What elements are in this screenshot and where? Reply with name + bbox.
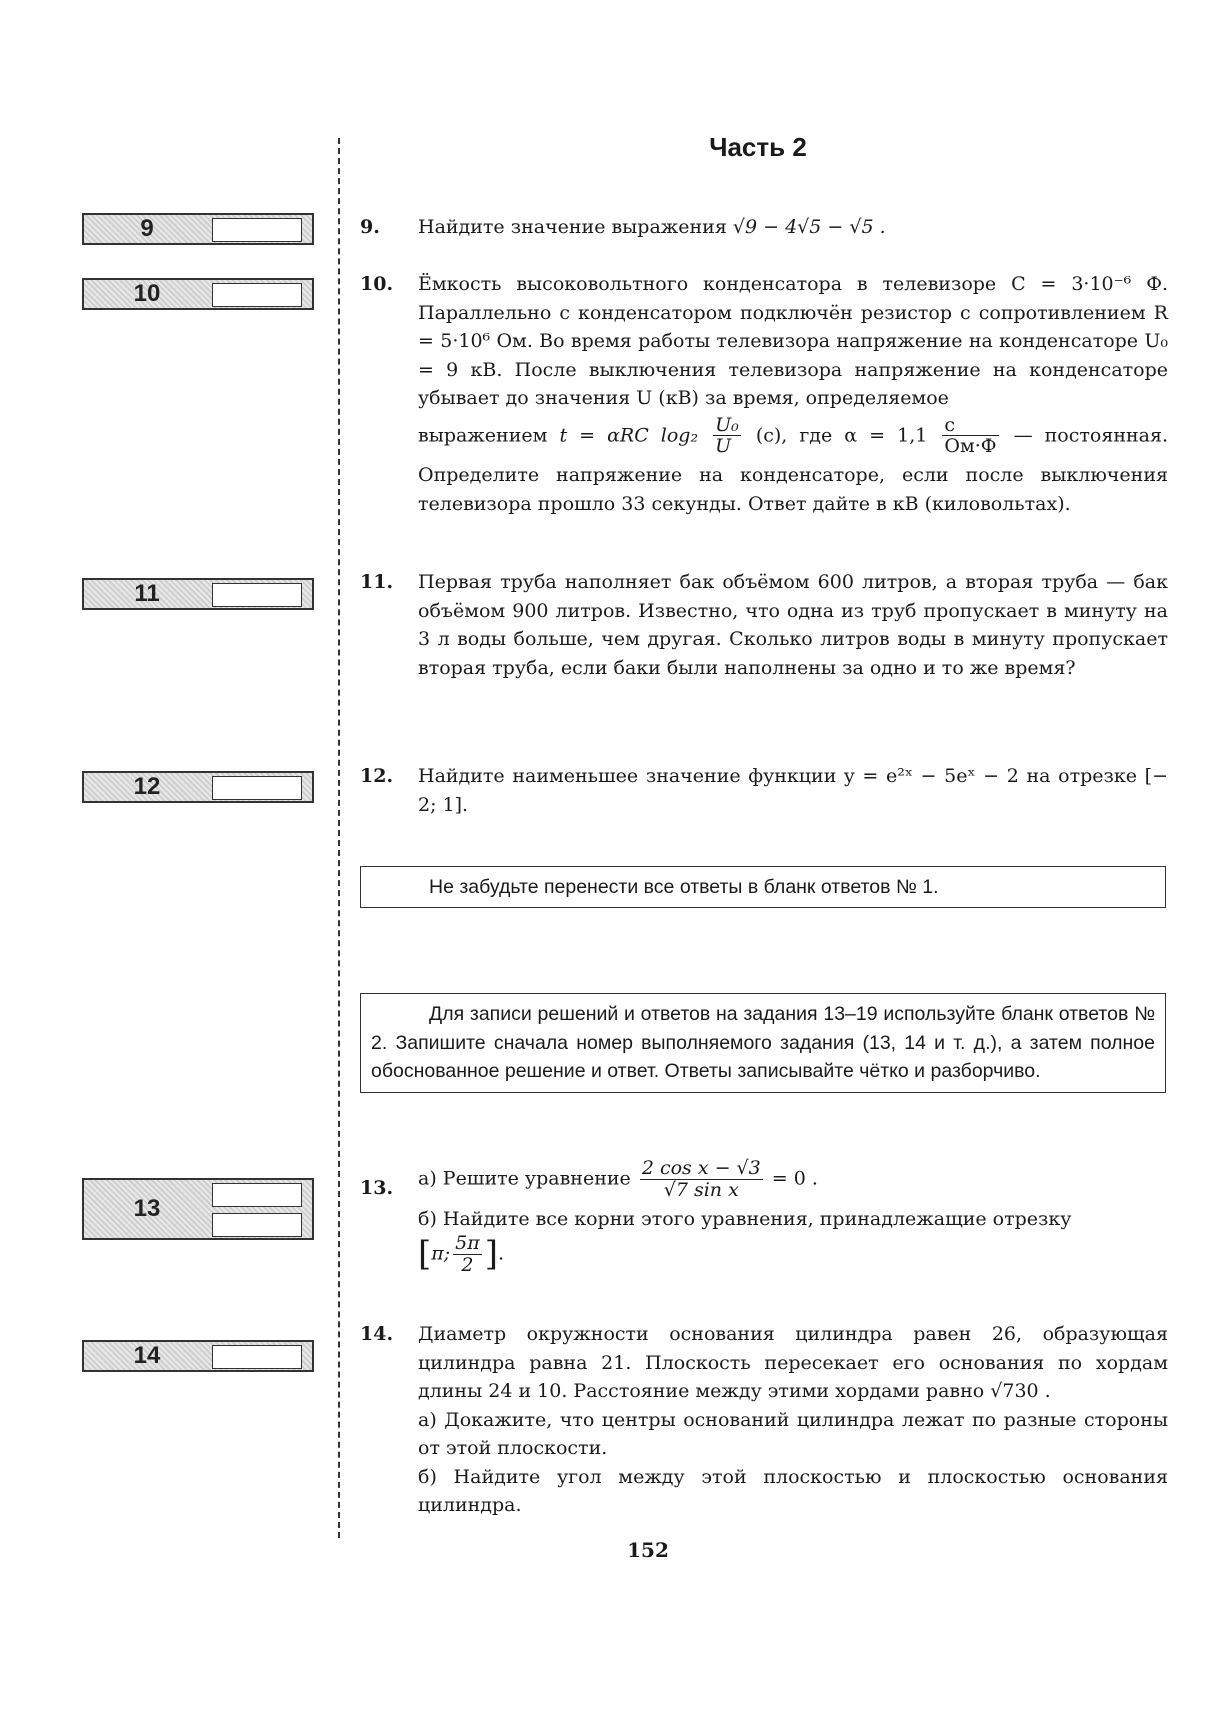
question-number: 10. — [360, 273, 394, 295]
answer-cell[interactable] — [212, 776, 302, 800]
math-expression: √9 − 4√5 − √5 . — [732, 216, 886, 238]
unit-fraction — [942, 415, 998, 458]
part-b: б) Найдите все корни этого уравнения, принадлежащие отрезку [π; $\frac{5\pi}{2}$ ]. — [418, 1207, 1072, 1277]
question-12 — [360, 762, 1168, 819]
question-text: Ёмкость высоковольтного конденсатора в телевизоре C = 3·10⁻⁶ Ф. Параллельно с конденсатором подключён резистор с сопротивлением R = 5·10⁶ Ом. Во время работы телевизора напряжение на конденсаторе U₀ = 9 кВ. После выключения телевизора напряжение на конденсаторе убывает до значения U (кВ) за время, определяемое — [418, 273, 1168, 409]
cut-line — [338, 138, 340, 1538]
formula-line — [418, 415, 1168, 458]
answer-cell[interactable] — [212, 583, 302, 607]
answer-box-number: 11 — [134, 580, 160, 607]
question-9 — [360, 213, 1168, 242]
answer-box-number: 9 — [140, 215, 154, 242]
answer-box-number: 10 — [133, 280, 161, 307]
question-text: Диаметр окружности основания цилиндра равен 26, образующая цилиндра равна 21. Плоскость пересекает его основания по хордам длины 24 и 10. Расстояние между этими хордами равно √730 . — [418, 1323, 1168, 1402]
question-11 — [360, 568, 1168, 682]
answer-box-14 — [82, 1340, 314, 1372]
equation-rhs: = 0 . — [771, 1167, 818, 1190]
question-number: 9. — [360, 216, 380, 238]
answer-box-13 — [82, 1178, 314, 1240]
answer-box-11 — [82, 578, 314, 610]
question-number: 11. — [360, 571, 394, 593]
numerator: 2 cos x − √3 — [641, 1157, 761, 1179]
answer-box-10 — [82, 278, 314, 310]
numerator: с — [942, 415, 998, 437]
part-a — [418, 1158, 1168, 1201]
question-number: 12. — [360, 765, 394, 787]
answer-box-number: 12 — [133, 773, 161, 800]
notice-box: Не забудьте перенести все ответы в бланк ответов № 1. — [360, 866, 1166, 908]
answer-box-9 — [82, 213, 314, 245]
answer-box-number: 14 — [133, 1342, 161, 1369]
denominator: 2 — [461, 1254, 474, 1277]
question-number: 13. — [360, 1177, 394, 1199]
part-b: б) Найдите угол между этой плоскостью и плоскостью основания цилиндра. — [418, 1465, 1168, 1516]
denominator: U — [715, 435, 732, 458]
formula-suffix: — постоянная. — [1013, 423, 1169, 446]
question-10 — [360, 270, 1168, 518]
page-number: 152 — [627, 1538, 669, 1562]
numerator: U₀ — [715, 413, 739, 436]
answer-cell[interactable] — [212, 1213, 302, 1237]
answer-cell[interactable] — [212, 1183, 302, 1207]
interval-left: π; — [431, 1242, 451, 1265]
denominator: √7 sin x — [663, 1178, 739, 1201]
part-title: Часть 2 — [709, 132, 807, 162]
fraction — [453, 1233, 482, 1276]
fraction — [713, 415, 741, 458]
answer-box-number: 13 — [133, 1195, 161, 1222]
formula-lhs: t = αRC log₂ — [559, 423, 699, 446]
question-text: Найдите наименьшее значение функции y = e²ˣ − 5eˣ − 2 на отрезке [− 2; 1]. — [418, 765, 1168, 816]
question-13 — [360, 1158, 1168, 1276]
question-text: а) Решите уравнение — [418, 1167, 631, 1190]
denominator: Ом·Ф — [944, 435, 997, 458]
question-text: Первая труба наполняет бак объёмом 600 литров, а вторая труба — бак объёмом 900 литров. Известно, что одна из труб пропускает в минуту на 3 л воды больше, чем другая. Сколько литров воды в минуту пропускает вторая труба, если баки были наполнены за одно и то же время? — [418, 571, 1168, 679]
question-text: б) Найдите все корни этого уравнения, принадлежащие отрезку — [418, 1207, 1072, 1230]
question-text: Найдите значение выражения — [418, 216, 727, 238]
answer-cell[interactable] — [212, 1345, 302, 1369]
question-number: 14. — [360, 1323, 394, 1345]
answer-cell[interactable] — [212, 218, 302, 242]
question-14 — [360, 1320, 1168, 1520]
formula-prefix: выражением — [418, 423, 548, 446]
formula-mid: (с), где α = 1,1 — [755, 423, 928, 446]
question-text: Определите напряжение на конденсаторе, если после выключения телевизора прошло 33 секунды. Ответ дайте в кВ (киловольтах). — [418, 464, 1168, 515]
numerator: 5π — [455, 1232, 480, 1255]
fraction — [640, 1158, 763, 1201]
answer-cell[interactable] — [212, 283, 302, 307]
part-a: а) Докажите, что центры оснований цилиндра лежат по разные стороны от этой плоскости. — [418, 1408, 1168, 1459]
answer-box-12 — [82, 771, 314, 803]
instruction-box: Для записи решений и ответов на задания 13–19 используйте бланк ответов № 2. Запишите сначала номер выполняемого задания (13, 14 и т. д.), а затем полное обоснованное решение и ответ. Ответы записывайте чётко и разборчиво. — [360, 993, 1166, 1093]
